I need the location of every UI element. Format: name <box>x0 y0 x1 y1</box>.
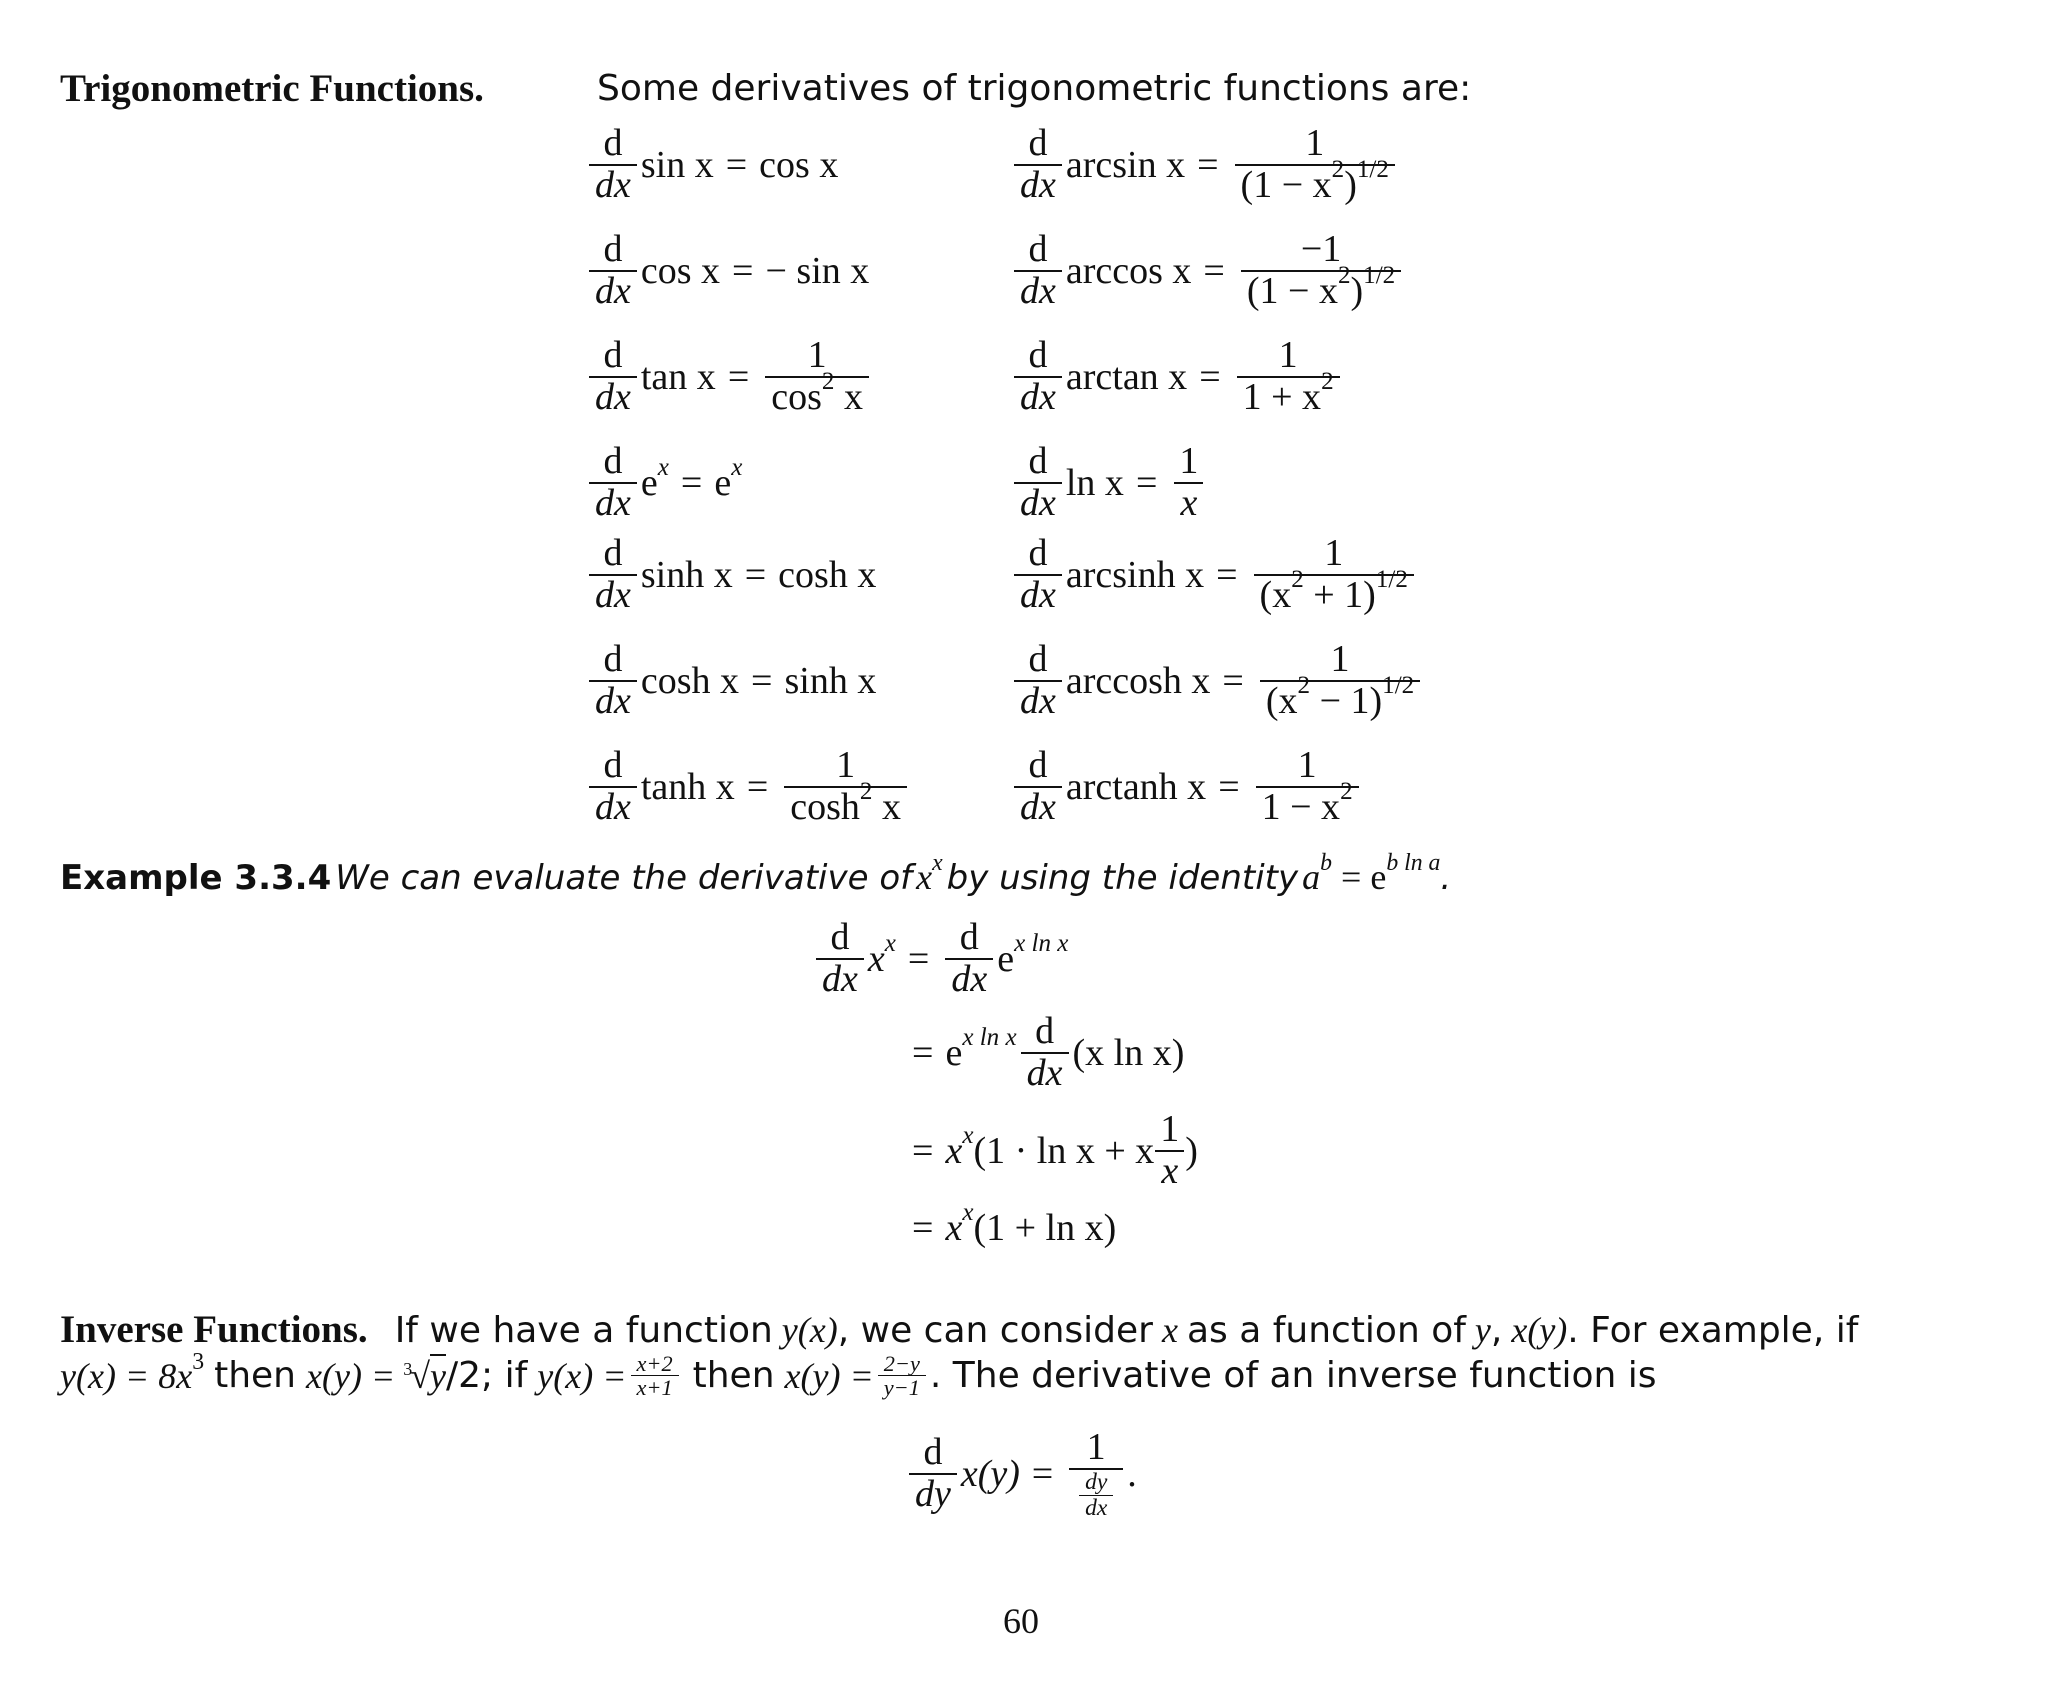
formula-sinh: $\frac{d}{dx}$ sinh x = cosh x <box>585 534 876 616</box>
formula-ln: $\frac{d}{dx}$ ln x = $\frac{1}{x}$ <box>1010 442 1208 524</box>
formula-tan: $\frac{d}{dx}$ tan x = $\frac{1}{\cos^2 x}$ <box>585 336 873 418</box>
formula-cos: $\frac{d}{dx}$ cos x = − sin x <box>585 230 869 312</box>
derivation-line-1: $\frac{d}{dx}$ $x^x$ = $\frac{d}{dx}$ $e^{x ln x}$ <box>812 918 1068 1000</box>
example-label: Example 3.3.4 <box>60 858 332 898</box>
formula-cosh: $\frac{d}{dx}$ cosh x = sinh x <box>585 640 876 722</box>
derivation-line-3: = $x^x$ (1 · ln x + x $\frac{1}{x}$ ) <box>912 1108 1198 1192</box>
section-heading-inverse: Inverse Functions. <box>60 1308 368 1351</box>
formula-sin: $\frac{d}{dx}$ sin x = cos x <box>585 124 838 206</box>
formula-arcsinh: $\frac{d}{dx}$ arcsinh x = $\frac{1}{(x^2 + 1)^{1/2}}$ <box>1010 534 1418 616</box>
example-statement: Example 3.3.4 We can evaluate the derivative of $x^x$ by using the identity $a^b = e^{b ln a}$. <box>60 850 1452 898</box>
inverse-paragraph-line-2: $y(x) = 8x^3$ then x(y) = $^3$√y /2; if y(x) = $\frac{x+2}{x+1}$ then x(y) = $\frac{2-y}{y-1}$ . The derivative of an inverse function is <box>60 1348 1657 1401</box>
formula-arcsin: $\frac{d}{dx}$ arcsin x = $\frac{1}{(1 - x^2)^{1/2}}$ <box>1010 124 1399 206</box>
formula-arccos: $\frac{d}{dx}$ arccos x = $\frac{-1}{(1 - x^2)^{1/2}}$ <box>1010 230 1405 312</box>
derivation-line-2: = $e^{x ln x}$ $\frac{d}{dx}$ (x ln x) <box>912 1010 1185 1094</box>
formula-tanh: $\frac{d}{dx}$ tanh x = $\frac{1}{\cosh^2 x}$ <box>585 746 911 828</box>
trig-intro-text: Some derivatives of trigonometric functions are: <box>597 68 1472 109</box>
section-heading-trig: Trigonometric Functions. <box>60 67 484 110</box>
inverse-paragraph-line-1: Inverse Functions. If we have a function y(x), we can consider x as a function of y, x(y). For example, if <box>60 1308 1859 1351</box>
formula-arccosh: $\frac{d}{dx}$ arccosh x = $\frac{1}{(x^2 - 1)^{1/2}}$ <box>1010 640 1424 722</box>
formula-exp: $\frac{d}{dx}$ $e^x$ = $e^x$ <box>585 442 742 524</box>
inverse-derivative-formula: $\frac{d}{dy}$ x(y) = $\frac{1}{\frac{dy}{dx}}$ . <box>905 1428 1137 1521</box>
derivation-line-4: = $x^x$ (1 + ln x) <box>912 1198 1117 1249</box>
formula-arctanh: $\frac{d}{dx}$ arctanh x = $\frac{1}{1 - x^2}$ <box>1010 746 1363 828</box>
formula-arctan: $\frac{d}{dx}$ arctan x = $\frac{1}{1 + x^2}$ <box>1010 336 1344 418</box>
page-number: 60 <box>1003 1601 1039 1641</box>
